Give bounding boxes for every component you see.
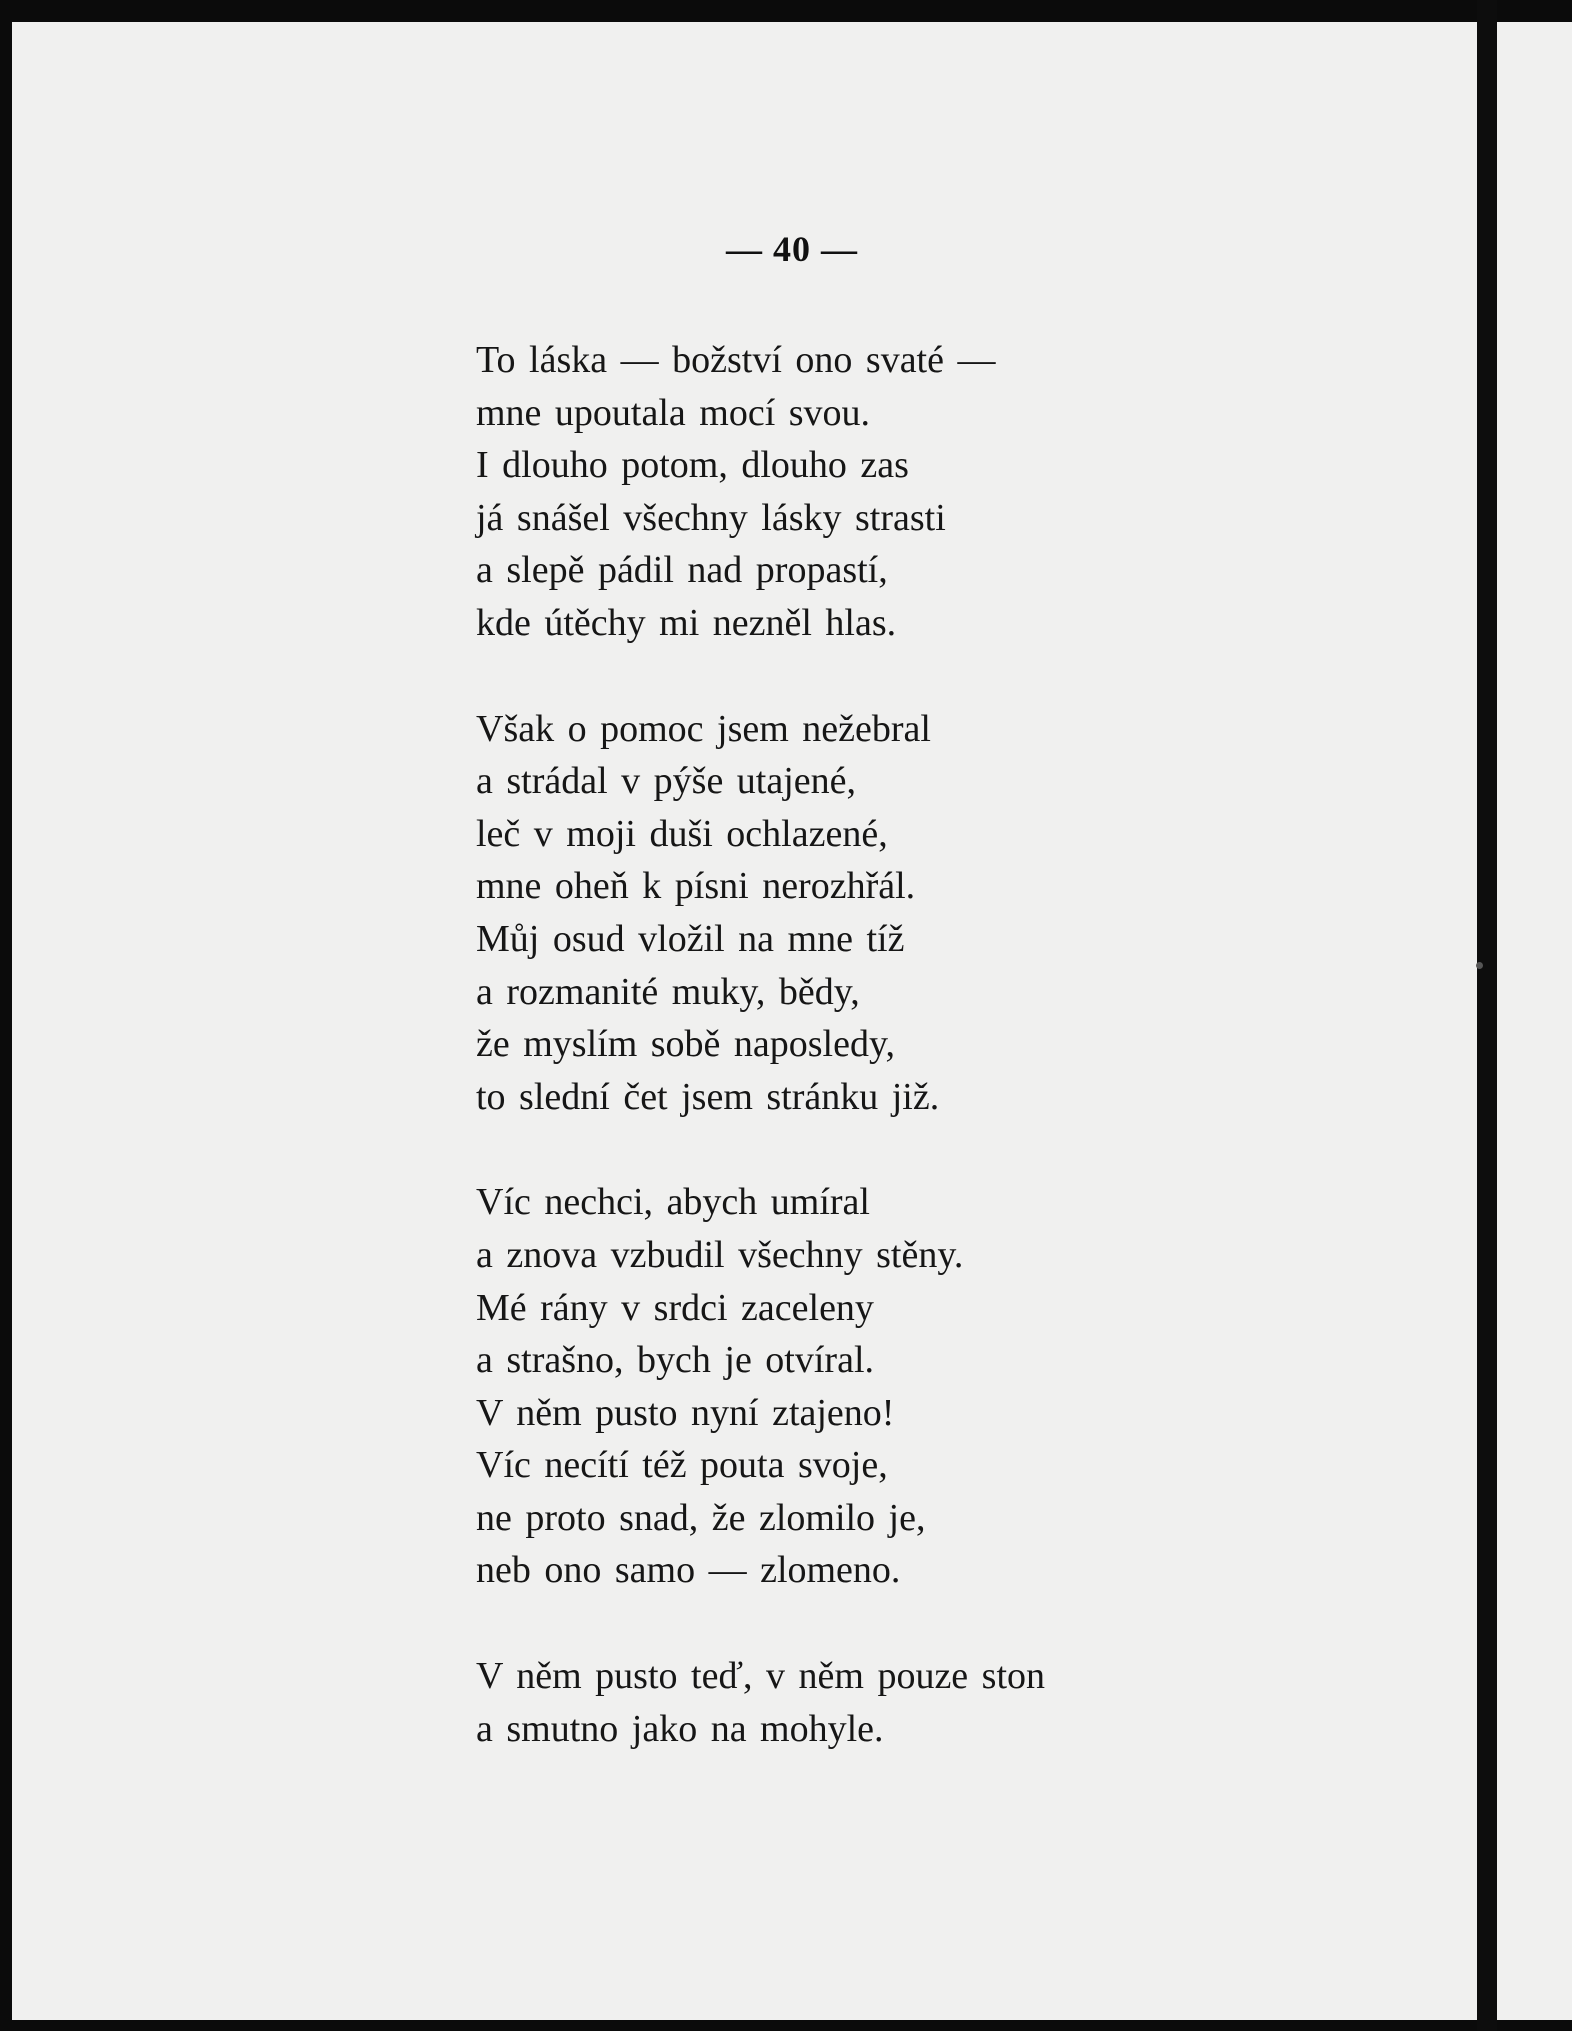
poem-line: I dlouho potom, dlouho zas [476,444,909,487]
page-number: — 40 — [726,229,858,269]
poem-text [476,334,1276,1755]
poem-line: V něm pusto nyní ztajeno! [476,1391,895,1434]
poem-line: to slední čet jsem stránku již. [476,1075,940,1118]
stanza-1 [476,334,1276,650]
poem-line: já snášel všechny lásky strasti [476,496,946,539]
poem-line: a slepě pádil nad propastí, [476,549,888,592]
poem-line: Mé rány v srdci zaceleny [476,1286,874,1329]
poem-line: leč v moji duši ochlazené, [476,812,888,855]
poem-line: To láska — božství ono svaté — [476,339,996,381]
poem-line: neb ono samo — zlomeno. [476,1549,901,1592]
poem-line: a strádal v pýše utajené, [476,760,857,803]
poem-line: V něm pusto teď, v něm pouze ston [476,1655,1046,1698]
poem-line: a strašno, bych je otvíral. [476,1339,875,1382]
dust-speck [1476,962,1483,969]
poem-line: kde útěchy mi nezněl hlas. [476,601,897,644]
poem-line: že myslím sobě naposledy, [476,1023,896,1066]
stanza-2 [476,703,1276,1124]
stanza-4 [476,1650,1276,1755]
poem-line: a smutno jako na mohyle. [476,1707,884,1750]
page-gutter [1477,0,1497,2031]
poem-line: mne upoutala mocí svou. [476,391,871,434]
poem-line: ne proto snad, že zlomilo je, [476,1496,926,1539]
poem-line: Víc necítí též pouta svoje, [476,1444,888,1487]
stanza-3 [476,1176,1276,1597]
facing-page-edge [1497,22,1572,2020]
stanza-break [476,1597,1276,1650]
poem-line: Však o pomoc jsem nežebral [476,707,931,750]
stanza-break [476,1123,1276,1176]
stanza-break [476,650,1276,703]
poem-line: Víc nechci, abych umíral [476,1181,870,1224]
poem-line: a rozmanité muky, bědy, [476,970,860,1013]
poem-line: Můj osud vložil na mne tíž [476,917,905,960]
poem-line: a znova vzbudil všechny stěny. [476,1233,964,1276]
poem-line: mne oheň k písni nerozhřál. [476,865,916,908]
